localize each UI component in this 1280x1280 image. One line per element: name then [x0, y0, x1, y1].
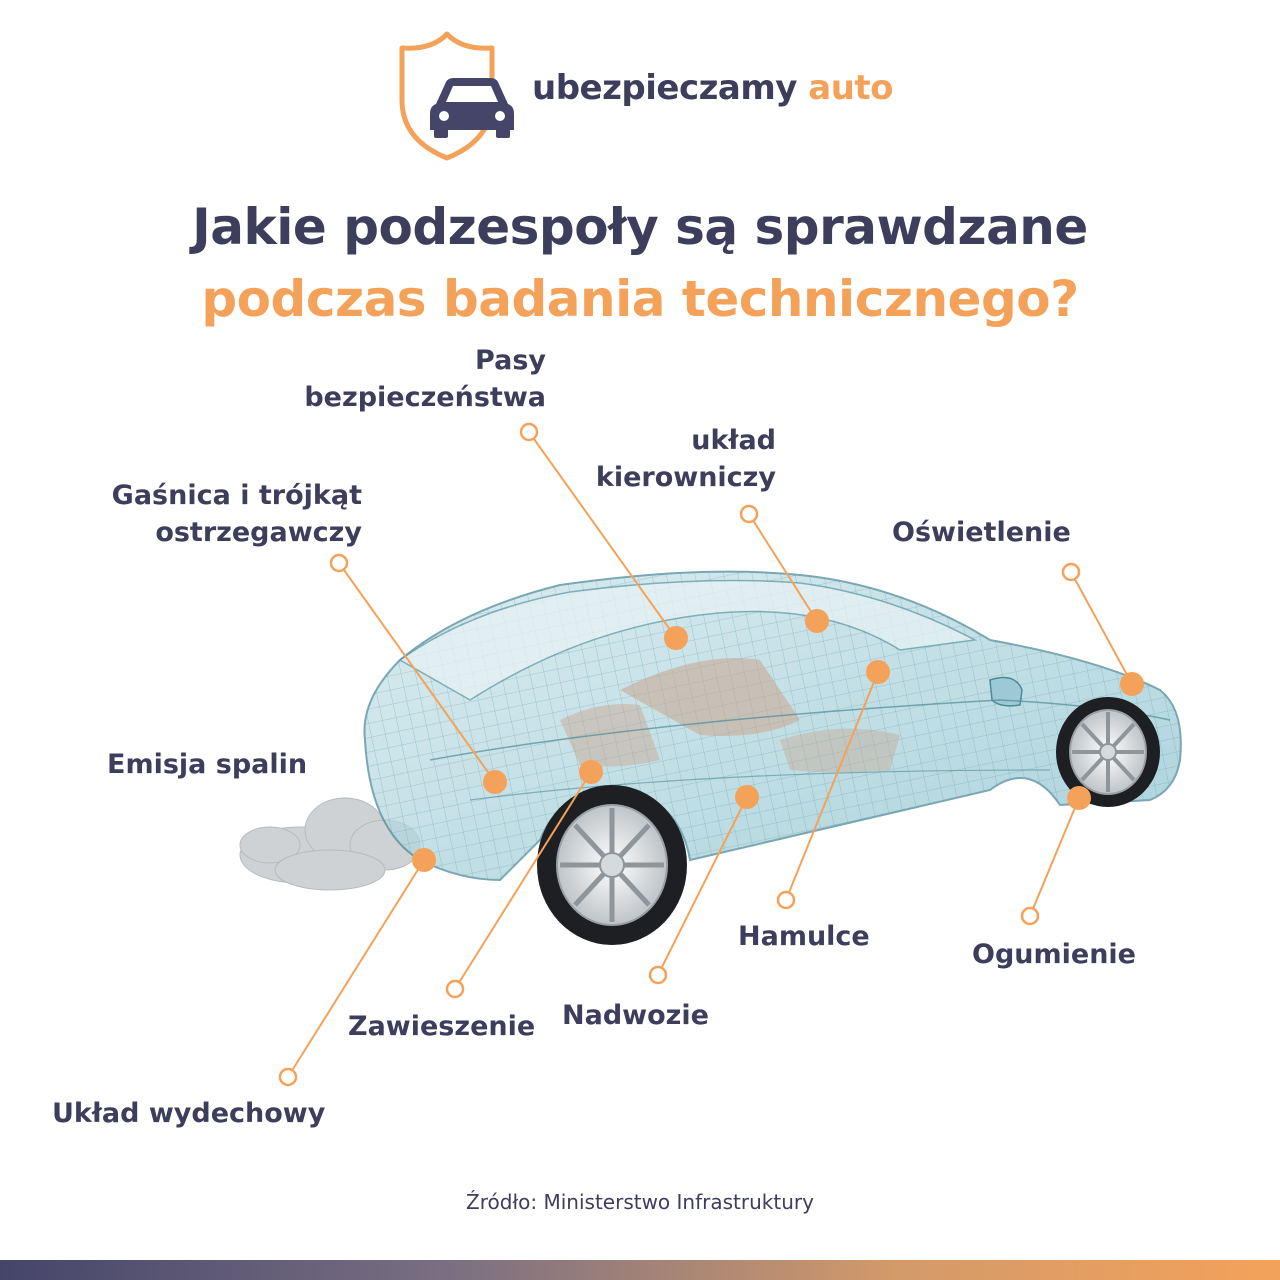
- label-steering-line1: układ: [691, 425, 776, 456]
- brand-name-part1: ubezpieczamy: [532, 68, 797, 108]
- source-note: Źródło: Ministerstwo Infrastruktury: [466, 1190, 814, 1214]
- title-line1: Jakie podzespoły są sprawdzane: [192, 198, 1088, 256]
- label-body: Nadwozie: [562, 1000, 709, 1031]
- label-brakes: Hamulce: [738, 921, 870, 952]
- bottom-gradient-bar: [0, 1260, 1280, 1280]
- label-seatbelts: [246, 342, 546, 416]
- label-steering-line2: kierowniczy: [595, 462, 776, 493]
- label-extinguisher-line2: ostrzegawczy: [155, 517, 362, 548]
- label-tires: Ogumienie: [972, 939, 1136, 970]
- rear-wheel: [537, 785, 687, 945]
- label-seatbelts-line1: Pasy: [475, 345, 546, 376]
- label-suspension: Zawieszenie: [348, 1011, 536, 1042]
- label-exhaust: Układ wydechowy: [52, 1098, 326, 1129]
- car-wireframe: [364, 572, 1180, 880]
- label-extinguisher-line1: Gaśnica i trójkąt: [111, 480, 362, 511]
- label-extinguisher: [62, 477, 362, 551]
- title-line2: podczas badania technicznego?: [201, 270, 1079, 328]
- label-lighting: Oświetlenie: [892, 517, 1071, 548]
- brand-name-part2: auto: [808, 68, 894, 108]
- label-steering: [476, 422, 776, 496]
- label-seatbelts-line2: bezpieczeństwa: [304, 382, 546, 413]
- label-emissions: Emisja spalin: [107, 749, 308, 780]
